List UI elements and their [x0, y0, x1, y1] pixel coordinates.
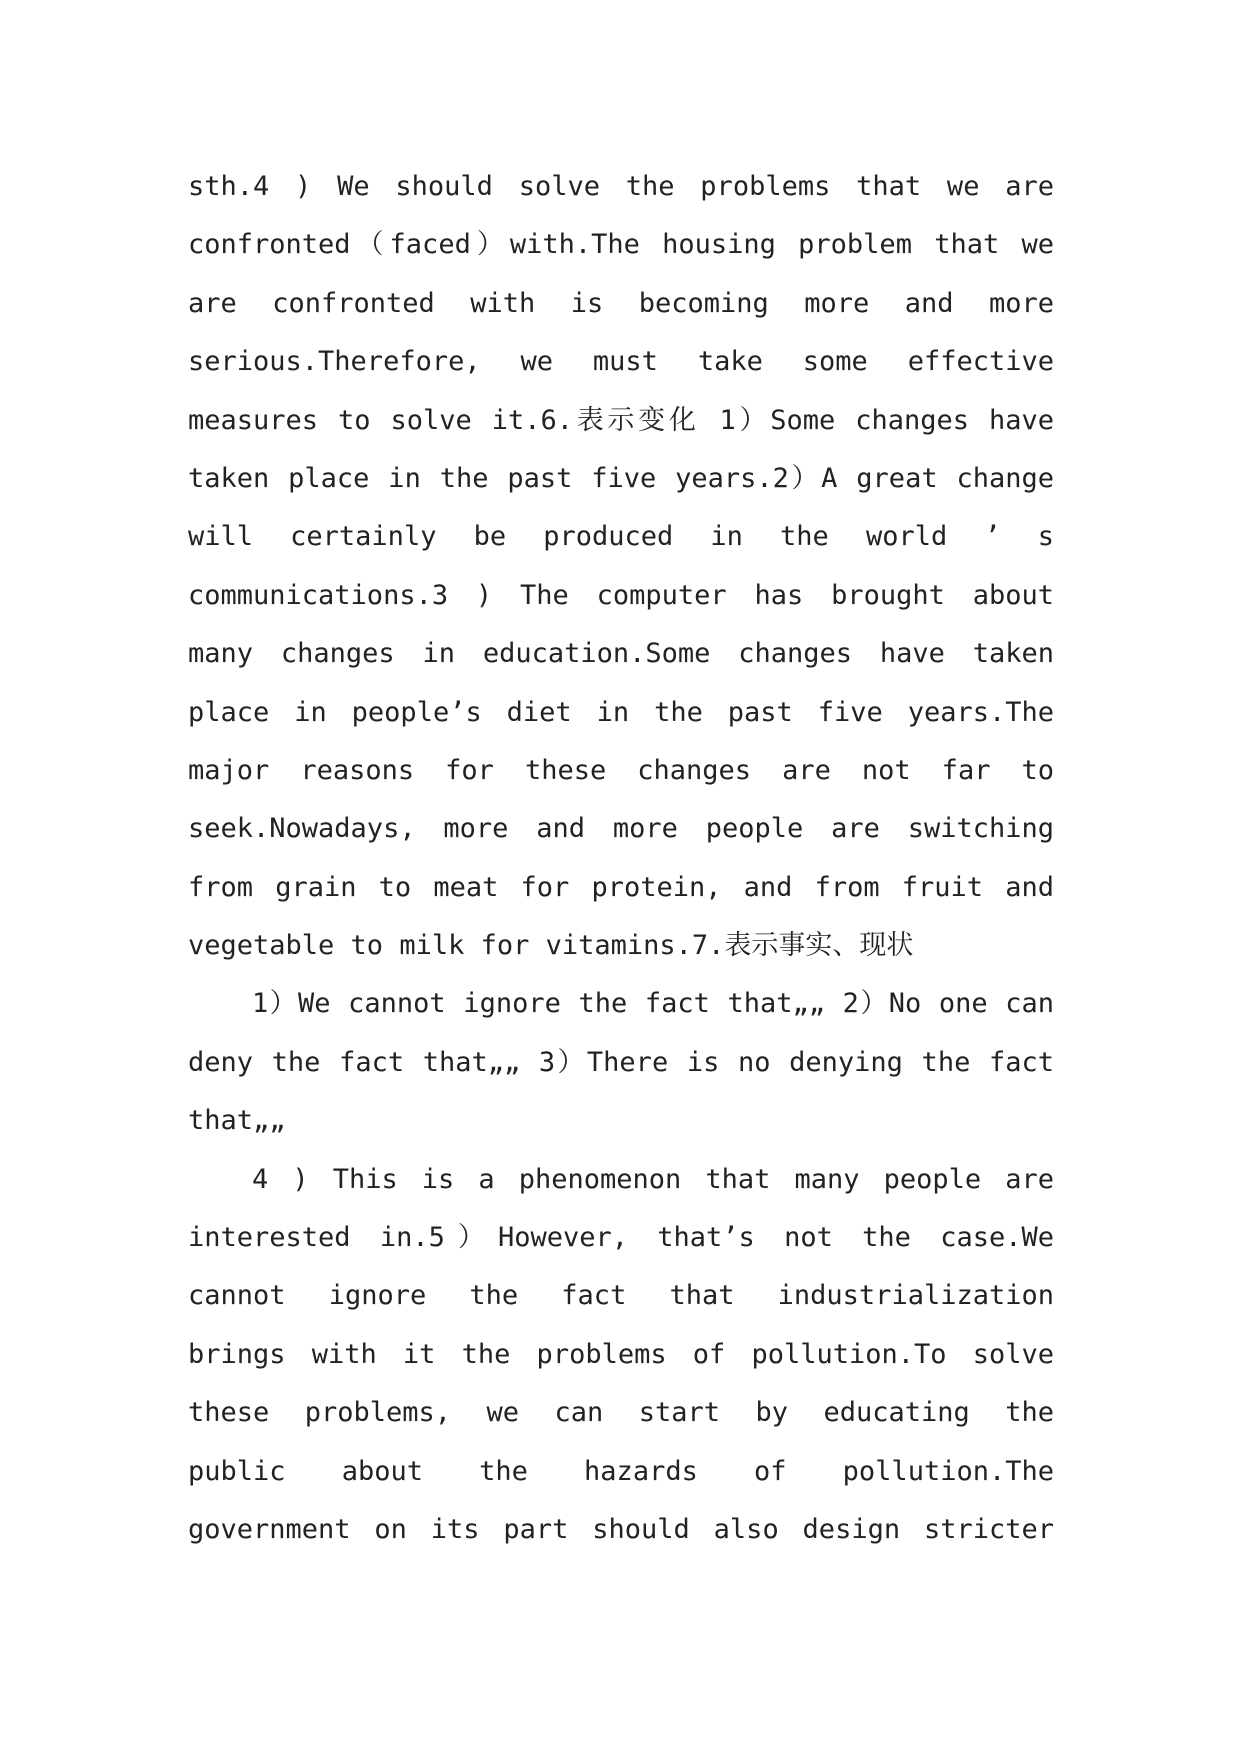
text-line: sth.4 ) We should solve the problems that we are	[188, 171, 1054, 202]
text-line: interested in.5）However, that’s not the case.We	[188, 1222, 1054, 1254]
text-line: confronted（faced）with.The housing problem that we	[188, 229, 1054, 261]
text-line: major reasons for these changes are not far to	[188, 754, 1054, 786]
text-line: will certainly be produced in the world ’ s	[188, 521, 1054, 553]
text-line: that„„	[188, 1105, 286, 1137]
text-line: many changes in education.Some changes have taken	[188, 638, 1054, 670]
text-line: seek.Nowadays, more and more people are switching	[188, 813, 1054, 845]
text-line: government on its part should also design stricter	[188, 1513, 1054, 1545]
text-line: these problems, we can start by educating the	[188, 1397, 1054, 1429]
text-line: serious.Therefore, we must take some effective	[188, 346, 1054, 378]
text-line: are confronted with is becoming more and more	[188, 287, 1054, 319]
text-line: measures to solve it.6.表示变化 1）Some changes have	[188, 404, 1054, 436]
text-line: 1）We cannot ignore the fact that„„ 2）No one can	[252, 988, 1054, 1020]
text-line: deny the fact that„„ 3）There is no denying the fact	[188, 1046, 1054, 1078]
text-line: brings with it the problems of pollution.To solve	[188, 1338, 1054, 1370]
text-line: place in people’s diet in the past five years.The	[188, 696, 1054, 728]
text-line: 4 ) This is a phenomenon that many people are	[252, 1163, 1054, 1195]
text-line: from grain to meat for protein, and from fruit and	[188, 871, 1054, 903]
text-line: cannot ignore the fact that industrialization	[188, 1280, 1054, 1312]
text-line: public about the hazards of pollution.The	[188, 1455, 1054, 1487]
text-line: vegetable to milk for vitamins.7.表示事实、现状	[188, 930, 914, 962]
text-line: communications.3 ) The computer has brought about	[188, 579, 1054, 611]
document-body-text	[188, 158, 1054, 1559]
text-line: taken place in the past five years.2）A great change	[188, 462, 1054, 494]
